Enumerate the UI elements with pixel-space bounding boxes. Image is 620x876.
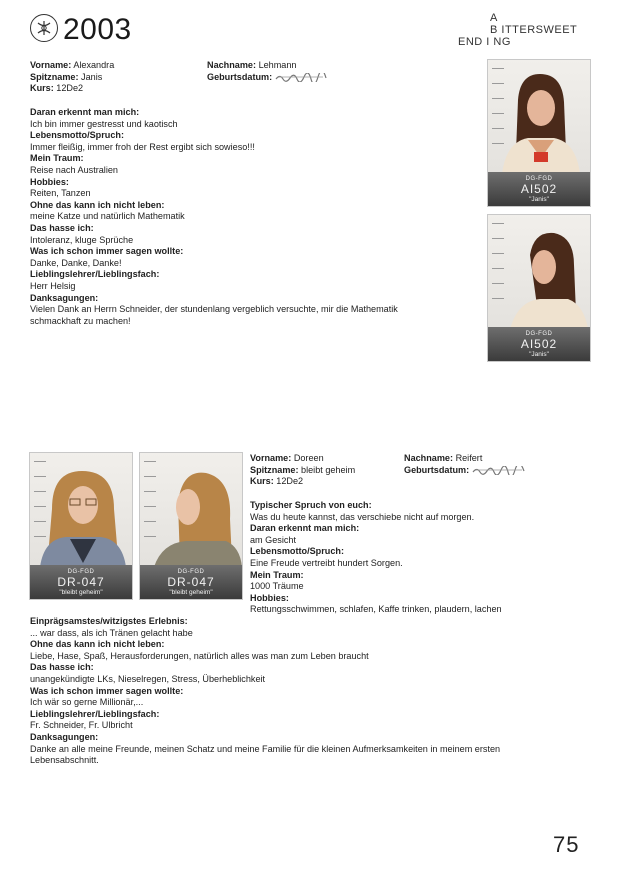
photo-caption [30, 565, 132, 599]
section-text: Eine Freude vertreibt hundert Sorgen. [250, 557, 403, 568]
section-text: Reiten, Tanzen [30, 188, 91, 199]
mugshot-profile [487, 214, 591, 362]
kurs-value: 12De2 [56, 83, 84, 94]
section-text: meine Katze und natürlich Mathematik [30, 211, 185, 222]
section-label: Lebensmotto/Spruch: [250, 546, 344, 557]
section-label: Daran erkennt man mich: [250, 523, 360, 534]
person2-profile-bottom [30, 616, 500, 767]
section-label: Lebensmotto/Spruch: [30, 130, 124, 141]
mugshot-front [487, 59, 591, 207]
portrait-profile-image [140, 453, 243, 567]
portrait-profile-image [488, 215, 591, 329]
photo-nickname: "bleibt geheim" [59, 589, 103, 596]
section-text: 1000 Träume [250, 581, 304, 592]
book-title [458, 12, 598, 50]
section-label: Das hasse ich: [30, 222, 94, 233]
vorname-value: Doreen [293, 453, 324, 463]
geburtsdatum-label: Geburtsdatum: [207, 71, 273, 82]
kurs-label: Kurs: [30, 83, 54, 94]
portrait-front-image [30, 453, 133, 567]
photo-caption [488, 327, 590, 361]
section-text: Danke, Danke, Danke! [30, 257, 122, 268]
section-text: Rettungsschwimmen, schlafen, Kaffe trinken, plaudern, lachen [250, 604, 502, 615]
person1-basics-right [207, 60, 327, 83]
year-title: 2003 [63, 13, 132, 46]
section-text: Herr Helsig [30, 280, 76, 291]
photo-code: AI502 [520, 337, 558, 351]
photo-nickname: "bleibt geheim" [169, 589, 213, 596]
photo-nickname: "Janis" [529, 196, 549, 203]
redacted-scribble-icon [275, 73, 327, 82]
person2-basics-right [404, 453, 526, 476]
section-text-continued: Lebensabschnitt. [30, 755, 99, 766]
photo-org: DG-FGD [177, 569, 205, 575]
photo-org: DG-FGD [525, 331, 553, 337]
section-text: Vielen Dank an Herrn Schneider, der stundenlang vergeblich versuchte, mir die Mathematik [30, 304, 398, 315]
mugshot-profile [139, 452, 243, 600]
vorname-label: Vorname: [30, 60, 72, 70]
section-label: Lieblingslehrer/Lieblingsfach: [30, 269, 160, 280]
photo-org: DG-FGD [525, 176, 553, 182]
section-text-continued: schmackhaft zu machen! [30, 315, 131, 326]
section-text: Liebe, Hase, Spaß, Herausforderungen, natürlich alles was man zum Leben braucht [30, 650, 369, 661]
section-label: Mein Traum: [250, 569, 304, 580]
section-text: Was du heute kannst, das verschiebe nicht auf morgen. [250, 511, 475, 522]
photo-caption [140, 565, 242, 599]
title-line-3: END I NG [458, 36, 511, 48]
photo-caption [488, 172, 590, 206]
person1-profile [30, 107, 398, 327]
school-emblem-icon [30, 14, 58, 42]
section-label: Lieblingslehrer/Lieblingsfach: [30, 708, 160, 719]
spitzname-label: Spitzname: [250, 464, 299, 475]
section-text: Ich bin immer gestresst und kaotisch [30, 118, 178, 129]
section-text: Danke an alle meine Freunde, meinen Schatz und meine Familie für die kleinen Aufmerksamkeiten in meinem ersten [30, 743, 501, 754]
section-label: Hobbies: [30, 176, 69, 187]
section-label: Was ich schon immer sagen wollte: [30, 685, 184, 696]
section-label: Ohne das kann ich nicht leben: [30, 199, 165, 210]
section-label: Mein Traum: [30, 153, 84, 164]
person1-basics [30, 60, 114, 95]
section-label: Ohne das kann ich nicht leben: [30, 639, 165, 650]
mugshot-front [29, 452, 133, 600]
section-text: Fr. Schneider, Fr. Ulbricht [30, 720, 133, 731]
section-text: ... war dass, als ich Tränen gelacht habe [30, 627, 193, 638]
photo-code: DR-047 [57, 575, 105, 589]
spitzname-value: bleibt geheim [301, 464, 356, 475]
photo-code: DR-047 [167, 575, 215, 589]
section-text: Immer fleißig, immer froh der Rest ergibt sich sowieso!!! [30, 141, 255, 152]
section-text: Ich wär so gerne Millionär,... [30, 697, 144, 708]
spitzname-label: Spitzname: [30, 71, 79, 82]
photo-code: AI502 [520, 182, 558, 196]
nachname-value: Reifert [455, 453, 483, 463]
person2-basics [250, 453, 355, 488]
vorname-value: Alexandra [73, 60, 115, 70]
section-label: Hobbies: [250, 592, 289, 603]
kurs-value: 12De2 [276, 476, 304, 487]
redacted-scribble-icon [472, 466, 526, 475]
portrait-front-image [488, 60, 591, 174]
photo-nickname: "Janis" [529, 351, 549, 358]
section-label: Typischer Spruch von euch: [250, 500, 372, 510]
photo-org: DG-FGD [67, 569, 95, 575]
section-label: Was ich schon immer sagen wollte: [30, 246, 184, 257]
section-label: Einprägsamstes/witzigstes Erlebnis: [30, 616, 188, 626]
section-text: Reise nach Australien [30, 164, 118, 175]
section-text: Intoleranz, kluge Sprüche [30, 234, 134, 245]
section-label: Danksagungen: [30, 731, 99, 742]
nachname-value: Lehmann [258, 60, 297, 70]
title-line-2: B ITTERSWEET [490, 24, 578, 36]
section-label: Danksagungen: [30, 292, 99, 303]
section-label: Daran erkennt man mich: [30, 107, 140, 117]
person2-profile-top [250, 500, 502, 616]
section-label: Das hasse ich: [30, 662, 94, 673]
section-text: unangekündigte LKs, Nieselregen, Stress, Überheblichkeit [30, 673, 266, 684]
title-line-1: A [490, 12, 498, 24]
header-logo [30, 14, 180, 46]
geburtsdatum-label: Geburtsdatum: [404, 464, 470, 475]
nachname-label: Nachname: [404, 453, 454, 463]
kurs-label: Kurs: [250, 476, 274, 487]
vorname-label: Vorname: [250, 453, 292, 463]
section-text: am Gesicht [250, 534, 296, 545]
nachname-label: Nachname: [207, 60, 257, 70]
page-number: 75 [553, 832, 580, 857]
spitzname-value: Janis [81, 71, 103, 82]
